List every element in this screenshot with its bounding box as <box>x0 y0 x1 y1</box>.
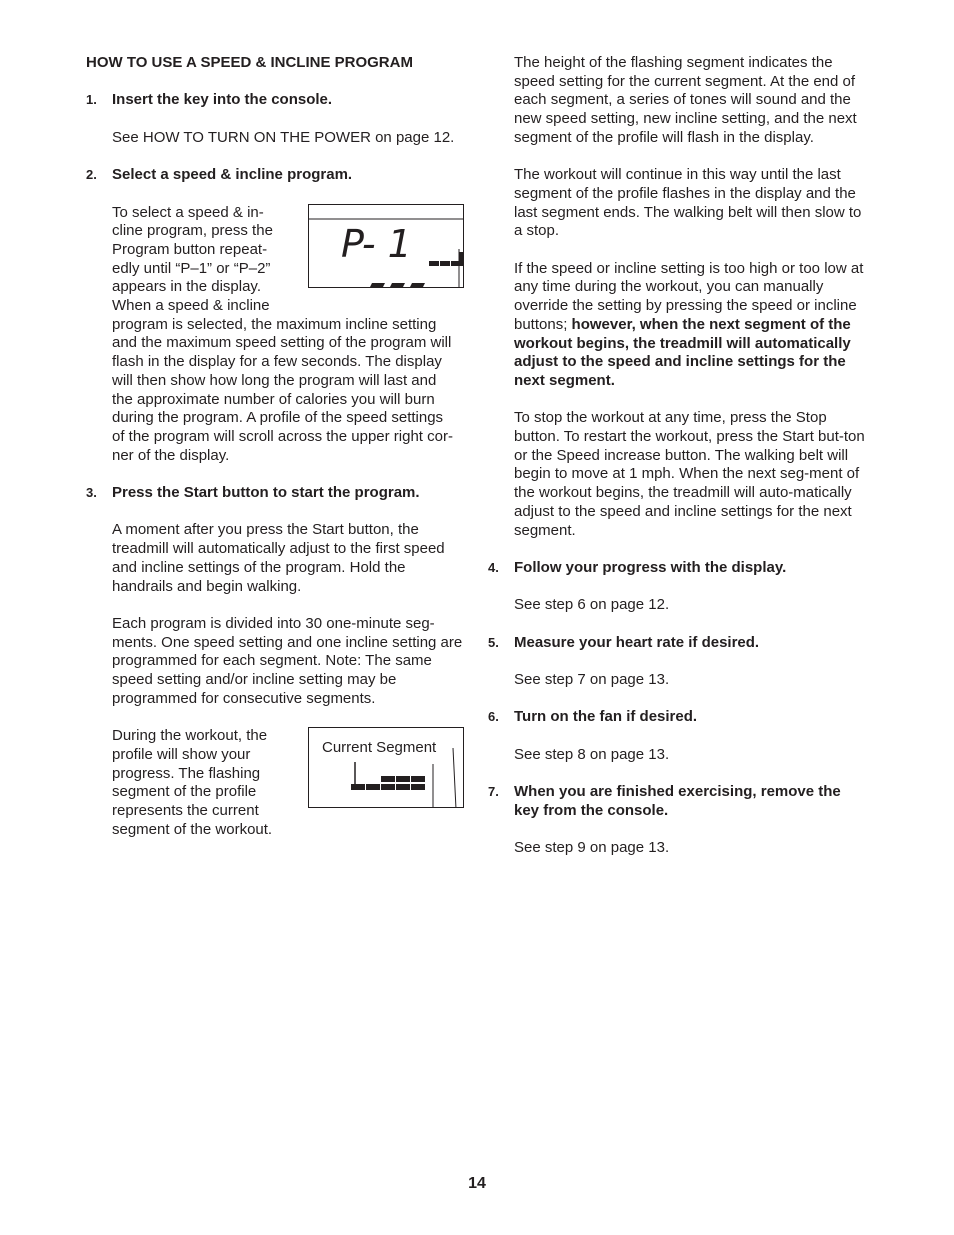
step-3-line-4: segment of the profile <box>112 783 257 801</box>
right-column <box>488 54 868 858</box>
step-3-line-6: segment of the workout. <box>112 820 273 838</box>
step-6-body: See step 8 on page 13. <box>514 745 670 763</box>
current-segment-figure <box>308 727 464 808</box>
step-2-number: 2. <box>86 167 97 183</box>
console-display-graphic <box>309 205 464 288</box>
right-paragraph-4: To stop the workout at any time, press the Stop button. To restart the workout, press the Start but-ton or the Speed increase button. The walking belt will begin to move at 1 mph. When the next seg-ment of the workout begins, the treadmill will auto-matically adjust to the speed and incline settings for the next segment. <box>514 409 865 539</box>
step-2-line-1: To select a speed & in- <box>112 203 264 221</box>
step-2-line-9: flash in the display for a few seconds. The display <box>112 353 442 371</box>
step-3-paragraph-1: A moment after you press the Start button, the treadmill will automatically adjust to the first speed and incline settings of the program. Hold the handrails and begin walking. <box>112 521 445 595</box>
display-program-text: P- 1 <box>341 221 412 266</box>
step-2-title-row <box>86 166 466 185</box>
step-6-title: Turn on the fan if desired. <box>514 708 698 726</box>
step-3-line-3: progress. The flashing <box>112 764 261 782</box>
current-segment-label: Current Segment <box>322 739 437 757</box>
step-2-title: Select a speed & incline program. <box>112 166 353 184</box>
step-2-line-8: and the maximum speed setting of the program will <box>112 334 452 352</box>
step-2-line-10: will then show how long the program will last and <box>112 371 437 389</box>
right-paragraph-1: The height of the flashing segment indicates the speed setting for the current segment. At the end of each segment, a series of tones will sound and the new speed setting, new incline setting, and the next segment of the profile will flash in the display. <box>514 54 857 146</box>
step-1-title: Insert the key into the console. <box>112 91 333 109</box>
console-display-figure <box>308 204 464 288</box>
step-2-line-14: ner of the display. <box>112 446 230 464</box>
step-2-line-11: the approximate number of calories you will burn <box>112 390 435 408</box>
console-display <box>308 204 464 288</box>
step-3-title: Press the Start button to start the program. <box>112 484 420 502</box>
step-5-number: 5. <box>488 634 499 650</box>
step-2-line-3: Program button repeat- <box>112 240 268 258</box>
step-3-title-row <box>86 484 466 503</box>
step-3-number: 3. <box>86 485 97 501</box>
step-2-line-7: program is selected, the maximum incline setting <box>112 315 437 333</box>
step-2-line-4: edly until “P–1” or “P–2” <box>112 259 271 277</box>
right-paragraph-3-normal: If the speed or incline setting is too high or too low at any time during the workout, you can manually override the setting by pressing the speed or incline buttons; <box>514 259 864 333</box>
step-1-number: 1. <box>86 92 97 108</box>
segment-display <box>308 727 464 808</box>
step-4-title-row <box>488 559 868 578</box>
step-2-line-5: appears in the display. <box>112 278 261 296</box>
step-3-line-2: profile will show your <box>112 745 251 763</box>
right-paragraph-3 <box>514 260 868 391</box>
step-5-body: See step 7 on page 13. <box>514 671 670 689</box>
step-2-line-2: cline program, press the <box>112 222 273 240</box>
step-5-title-row <box>488 634 868 653</box>
step-5-title: Measure your heart rate if desired. <box>514 633 760 651</box>
step-7-title-row <box>488 783 868 820</box>
step-4-body: See step 6 on page 12. <box>514 596 670 614</box>
step-4-number: 4. <box>488 559 499 575</box>
step-7-body: See step 9 on page 13. <box>514 839 670 857</box>
step-3-paragraph-2: Each program is divided into 30 one-minute seg-ments. One speed setting and one incline setting are programmed for each segment. Note: The same speed setting and/or incline setting may be programmed for consecutive segments. <box>112 614 463 707</box>
segment-profile-graphic <box>309 728 464 808</box>
step-2-line-6: When a speed & incline <box>112 297 270 315</box>
step-2-line-12: during the program. A profile of the speed settings <box>112 409 444 427</box>
right-paragraph-3-bold: however, when the next segment of the workout begins, the treadmill will automatically adjust to the speed and incline settings for the next segment. <box>514 315 851 389</box>
step-4-title: Follow your progress with the display. <box>514 558 787 576</box>
step-3-paragraph-3 <box>112 727 466 839</box>
step-3-line-5: represents the current <box>112 802 259 819</box>
section-heading: HOW TO USE A SPEED & INCLINE PROGRAM <box>86 54 413 71</box>
step-6-number: 6. <box>488 709 499 725</box>
step-7-number: 7. <box>488 784 499 800</box>
left-column <box>86 54 466 839</box>
step-2-body <box>112 204 466 466</box>
step-3-line-1: During the workout, the <box>112 727 268 745</box>
step-1-title-row <box>86 91 466 110</box>
step-2-line-13: of the program will scroll across the upper right cor- <box>112 428 453 445</box>
right-paragraph-2: The workout will continue in this way until the last segment of the profile flashes in the display and the last segment ends. The walking belt will then slow to a stop. <box>514 166 862 240</box>
step-7-title: When you are finished exercising, remove the key from the console. <box>514 783 841 819</box>
step-6-title-row <box>488 708 868 727</box>
page-number: 14 <box>468 1175 486 1192</box>
step-1-body: See HOW TO TURN ON THE POWER on page 12. <box>112 128 455 146</box>
